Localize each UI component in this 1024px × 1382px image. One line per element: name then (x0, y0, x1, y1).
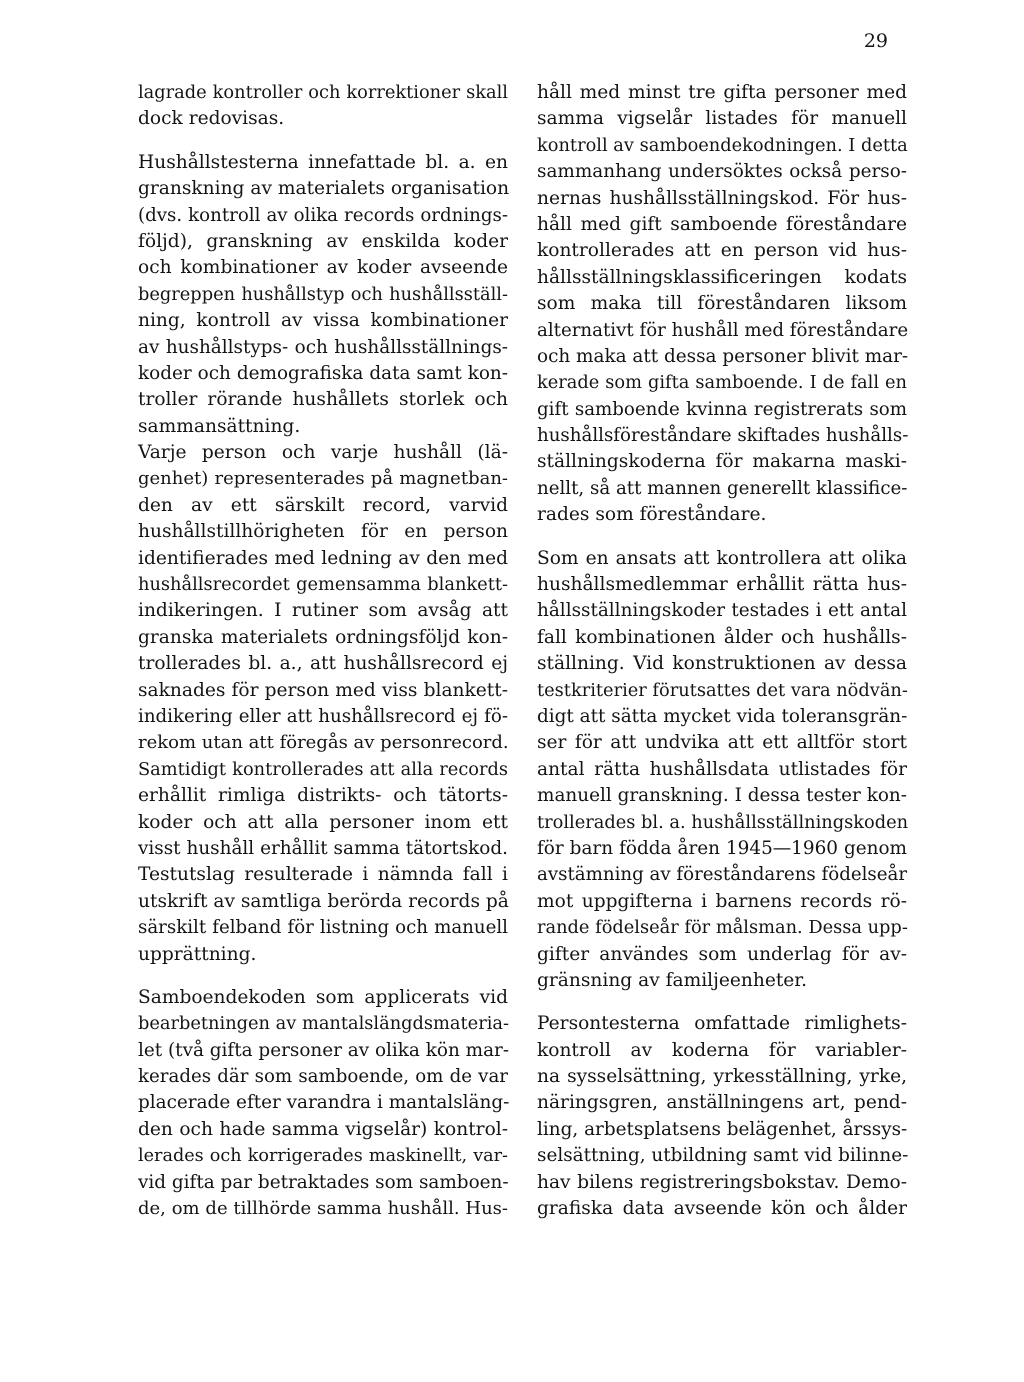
text-line: Samboendekoden som applicerats vid (138, 986, 508, 1008)
text-line: håll med gift samboende föreståndare (537, 213, 907, 235)
text-line: ställning. Vid konstruktionen av dessa (537, 653, 907, 675)
text-line: och maka att dessa personer blivit mar- (537, 345, 909, 367)
text-line: indikeringen. I rutiner som avsåg att (138, 600, 508, 622)
paragraph (138, 985, 508, 1223)
text-line: kerades där som samboende, om de var (138, 1066, 508, 1088)
right-column (537, 80, 907, 1222)
text-line: identifierades med ledning av den med (138, 547, 508, 569)
text-line: (dvs. kontroll av olika records ordnings- (138, 204, 508, 226)
text-line: och kombinationer av koder avseende (138, 257, 508, 279)
text-line: testkriterier förutsattes det vara nödvän- (537, 679, 908, 701)
text-line: ling, arbetsplatsens belägenhet, årssys- (537, 1118, 908, 1140)
text-line: hushållstillhörigheten för en person (138, 521, 508, 543)
text-line: genhet) representerades på magnetban- (138, 468, 508, 490)
text-line: alternativt för hushåll med föreståndare (537, 319, 909, 341)
text-line: Samtidigt kontrollerades att alla records (138, 758, 508, 780)
text-line: Hushållstesterna innefattade bl. a. en (138, 151, 508, 173)
text-line: samma vigselår listades för manuell (537, 108, 907, 130)
text-line: särskilt felband för listning och manuell (138, 917, 508, 939)
text-line: saknades för person med viss blankett- (138, 679, 508, 701)
paragraph (138, 440, 508, 968)
text-line: hushållsmedlemmar erhållit rätta hus- (537, 574, 907, 596)
text-line: antal rätta hushållsdata utlistades för (537, 758, 907, 780)
text-line: avstämning av föreståndarens födelseår (537, 864, 908, 886)
text-line: ning, kontroll av vissa kombinationer (138, 310, 508, 332)
paragraph-gap (138, 968, 508, 985)
text-line: grafiska data avseende kön och ålder (537, 1198, 907, 1220)
text-line: koder och demografiska data samt kon- (138, 362, 508, 384)
text-line: na sysselsättning, yrkesställning, yrke, (537, 1066, 907, 1088)
text-line: lerades och korrigerades maskinellt, var- (138, 1146, 508, 1167)
text-line: ser för att undvika att ett alltför stort (537, 732, 907, 754)
text-line: bearbetningen av mantalslängdsmateria- (138, 1013, 509, 1035)
paragraph-gap (537, 529, 907, 546)
text-line: hållsställningskoder testades i ett antal (537, 600, 907, 622)
text-line: kontrollerades att en person vid hus- (537, 240, 907, 262)
text-line: fall kombinationen ålder och hushålls- (537, 626, 907, 648)
text-line: utskrift av samtliga berörda records på (138, 890, 509, 912)
text-line: manuell granskning. I dessa tester kon- (537, 785, 907, 807)
text-line: Testutslag resulterade i nämnda fall i (138, 864, 508, 886)
paragraph (537, 1011, 907, 1222)
text-line: rekom utan att föregås av personrecord. (138, 732, 509, 754)
text-line: rande födelseår för målsman. Dessa upp- (537, 917, 908, 939)
page-number: 29 (863, 30, 888, 52)
text-line: kontroll av samboendekodningen. I detta (537, 134, 908, 156)
text-line: koder och att alla personer inom ett (138, 811, 508, 833)
text-line: de, om de tillhörde samma hushåll. Hus- (138, 1198, 508, 1220)
text-line: visst hushåll erhållit samma tätortskod. (138, 837, 508, 859)
text-line: let (två gifta personer av olika kön mar- (138, 1039, 510, 1061)
text-line: ställningskoderna för makarna maski- (537, 451, 907, 473)
text-line: den och hade samma vigselår) kontrol- (138, 1118, 508, 1140)
paragraph (138, 80, 508, 133)
text-line: gränsning av familjeenheter. (537, 969, 808, 991)
text-line: av hushållstyps- och hushållsställnings- (138, 336, 508, 358)
text-line: granska materialets ordningsföljd kon- (138, 626, 508, 648)
text-line: granskning av materialets organisation (138, 178, 510, 200)
paragraph-gap (537, 994, 907, 1011)
text-line: trollerades bl. a. hushållsställningskoden (537, 811, 909, 833)
paragraph (537, 546, 907, 995)
text-line: erhållit rimliga distrikts- och tätorts- (138, 785, 508, 807)
text-line: rades som föreståndare. (537, 504, 767, 526)
paragraph (537, 80, 907, 529)
left-column (138, 80, 508, 1222)
text-line: lagrade kontroller och korrektioner skall (138, 82, 508, 103)
text-line: trollerades bl. a., att hushållsrecord ej (138, 653, 508, 675)
text-line: nernas hushållsställningskod. För hus- (537, 187, 907, 209)
text-line: indikering eller att hushållsrecord ej fö- (138, 705, 508, 727)
text-line: Som en ansats att kontrollera att olika (537, 547, 907, 569)
text-line: selsättning, utbildning samt vid bilinne- (537, 1145, 909, 1167)
text-line: hav bilens registreringsbokstav. Demo- (537, 1171, 907, 1193)
text-line: begreppen hushållstyp och hushållsställ- (138, 283, 508, 305)
text-line: dock redovisas. (138, 108, 285, 130)
text-line: hållsställningsklassificeringen kodats (537, 266, 907, 288)
text-line: hushållsrecordet gemensamma blankett- (138, 574, 508, 596)
text-line: håll med minst tre gifta personer med (537, 82, 907, 103)
text-line: följd), granskning av enskilda koder (138, 230, 508, 252)
text-line: kontroll av koderna för variabler- (537, 1039, 907, 1061)
text-line: upprättning. (138, 943, 257, 965)
text-line: kerade som gifta samboende. I de fall en (537, 372, 907, 394)
text-line: troller rörande hushållets storlek och (138, 389, 508, 411)
text-line: gift samboende kvinna registrerats som (537, 398, 907, 420)
text-line: sammansättning. (138, 415, 301, 437)
text-line: placerade efter varandra i mantalsläng- (138, 1092, 510, 1114)
paragraph-gap (138, 133, 508, 150)
paragraph (138, 150, 508, 440)
text-line: hushållsföreståndare skiftades hushålls- (537, 425, 909, 447)
text-line: sammanhang undersöktes också perso- (537, 161, 907, 183)
text-line: mot uppgifterna i barnens records rö- (537, 890, 907, 912)
text-line: den av ett särskilt record, varvid (138, 494, 508, 516)
text-line: gifter användes som underlag för av- (537, 943, 907, 965)
text-line: för barn födda åren 1945—1960 genom (537, 837, 907, 859)
text-line: digt att sätta mycket vida toleransgrän- (537, 705, 908, 727)
text-line: nellt, så att mannen generellt klassifice- (537, 477, 908, 499)
text-line: Persontesterna omfattade rimlighets- (537, 1013, 907, 1035)
text-line: näringsgren, anställningens art, pend- (537, 1092, 907, 1114)
text-line: Varje person och varje hushåll (lä- (138, 442, 508, 464)
text-line: som maka till föreståndaren liksom (537, 293, 907, 315)
text-line: vid gifta par betraktades som samboen- (138, 1171, 509, 1193)
